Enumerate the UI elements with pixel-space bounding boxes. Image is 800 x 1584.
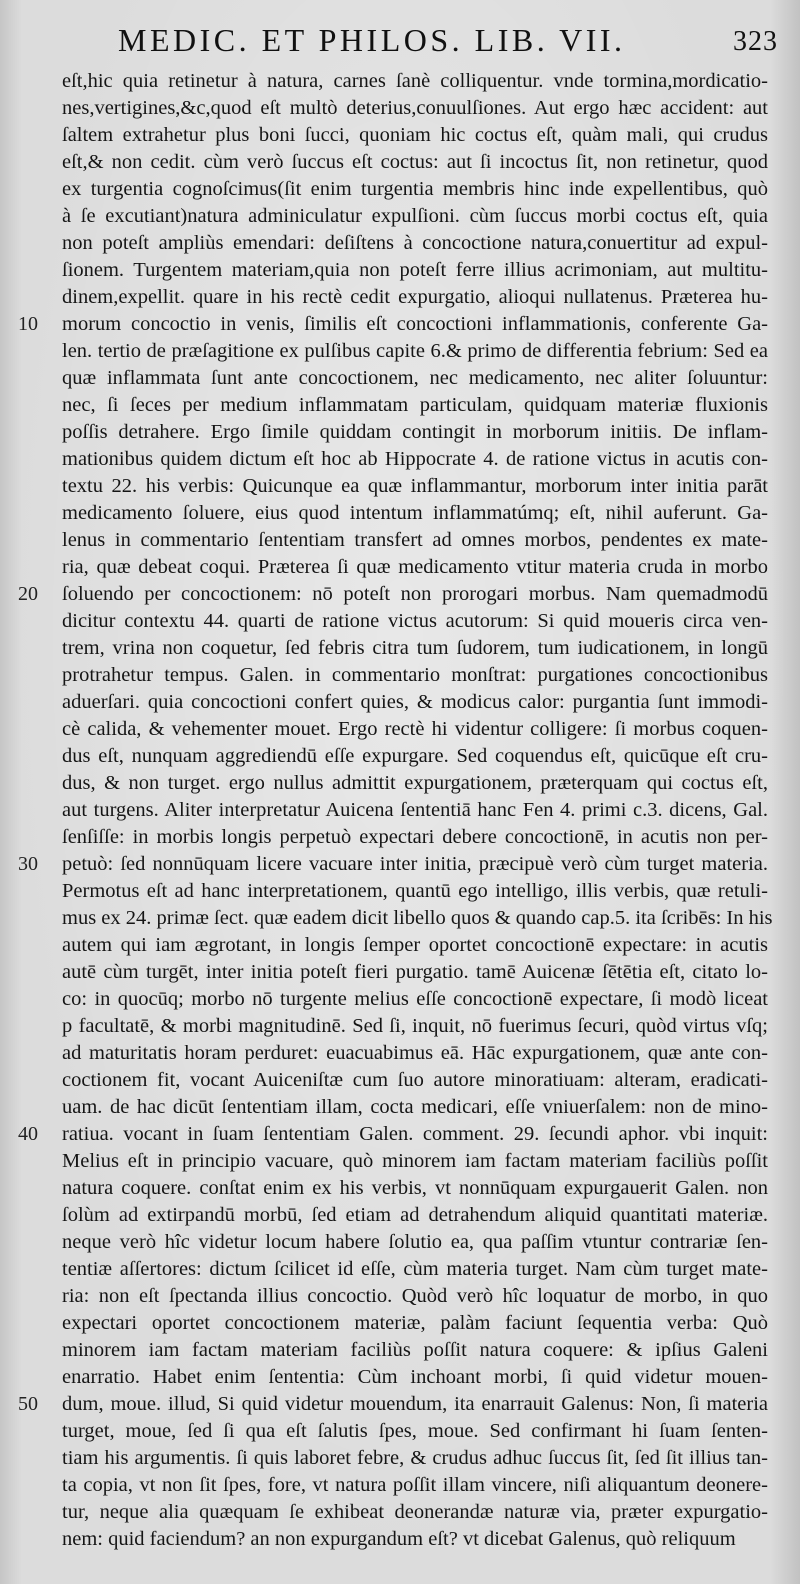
text-line: ta copia, vt non ſit ſpes, fore, vt natura poſſit illam vincere, niſi aliquantum deonere-	[62, 1474, 768, 1496]
text-line: à ſe excutiant)natura adminiculatur expulſioni. cùm ſuccus morbi coctus eſt, quia	[62, 205, 768, 227]
text-line: dicitur contextu 44. quarti de ratione victus acutorum: Si quid moueris circa ven-	[62, 610, 768, 632]
text-line: expectari oportet concoctionem materiæ, palàm faciunt ſequentia verba: Quò	[62, 1312, 768, 1334]
text-line: textu 22. his verbis: Quicunque ea quæ inflammantur, morborum inter initia parāt	[62, 475, 768, 497]
running-title: MEDIC. ET PHILOS. LIB. VII.	[118, 22, 626, 58]
text-line: aduerſari. quia concoctioni confert quies, & modicus calor: purgantia ſunt immodi-	[62, 691, 768, 713]
text-line: minorem iam factam materiam faciliùs poſſit natura coquere: & ipſius Galeni	[62, 1339, 768, 1361]
text-line: natura coquere. conſtat enim ex his verbis, vt nonnūquam expurgauerit Galen. non	[62, 1177, 768, 1199]
margin-line-number: 50	[18, 1393, 38, 1415]
text-line: nes,vertigines,&c,quod eſt multò deterius,conuulſiones. Aut ergo hæc accident: aut	[62, 97, 768, 119]
text-line: ex turgentia cognoſcimus(ſit enim turgentia membris hinc inde expellentibus, quò	[62, 178, 768, 200]
text-line: tentiæ aſſertores: dictum ſcilicet id eſſe, cùm materia turget. Nam cùm turget mate-	[62, 1258, 768, 1280]
text-line: petuò: ſed nonnūquam licere vacuare inter initia, præcipuè verò cùm turget materia.	[62, 853, 768, 875]
text-line: autē cùm turgēt, inter initia poteſt fieri purgatio. tamē Auicenæ ſētētia eſt, citato lo-	[62, 961, 768, 983]
text-line: trem, vrina non coquetur, ſed febris citra tum ſudorem, tum iudicationem, in longū	[62, 637, 768, 659]
text-line: ſionem. Turgentem materiam,quia non poteſt ferre illius acrimoniam, aut multitu-	[62, 259, 768, 281]
text-line: coctionem fit, vocant Auiceniſtæ cum ſuo autore minoratiuam: alteram, eradicati-	[62, 1069, 768, 1091]
text-line: Melius eſt in principio vacuare, quò minorem iam factam materiam faciliùs poſſit	[62, 1150, 768, 1172]
margin-line-number: 30	[18, 853, 38, 875]
text-line: protrahetur tempus. Galen. in commentario monſtrat: purgationes concoctionibus	[62, 664, 768, 686]
text-line: uam. de hac dicūt ſententiam illam, cocta medicari, eſſe vniuerſalem: non de mino-	[62, 1096, 768, 1118]
text-line: lenus in commentario ſententiam transfert ad omnes morbos, pendentes ex mate-	[62, 529, 768, 551]
text-line: tur, neque alia quæquam ſe exhibeat deonerandæ naturæ via, præter expurgatio-	[62, 1501, 768, 1523]
text-line: p facultatē, & morbi magnitudinē. Sed ſi, inquit, nō fuerimus ſecuri, quòd virtus vſq;	[62, 1015, 768, 1037]
text-line: aut turgens. Aliter interpretatur Auicena ſententiā hanc Fen 4. primi c.3. dicens, Gal.	[62, 799, 768, 821]
text-line: quæ inflammata ſunt ante concoctionem, nec medicamento, nec aliter ſoluuntur:	[62, 367, 768, 389]
text-line: eſt,hic quia retinetur à natura, carnes ſanè colliquentur. vnde tormina,mordicatio-	[62, 70, 768, 92]
text-line: mus ex 24. primæ ſect. quæ eadem dicit libello quos & quando cap.5. ita ſcribēs: In his	[62, 907, 773, 929]
text-line: len. tertio de præſagitione ex pulſibus capite 6.& primo de differentia febrium: Sed ea	[62, 340, 768, 362]
text-line: autem qui iam ægrotant, in longis ſemper oportet concoctionē expectare: in acutis	[62, 934, 768, 956]
page-header	[118, 22, 778, 62]
page-number: 323	[733, 26, 778, 57]
text-line: ratiua. vocant in ſuam ſententiam Galen. comment. 29. ſecundi aphor. vbi inquit:	[62, 1123, 768, 1145]
text-line: poſſis detrahere. Ergo ſimile quiddam contingit in morborum initiis. De inflam-	[62, 421, 768, 443]
text-line: tiam his argumentis. ſi quis laboret febre, & crudus adhuc ſuccus ſit, ſed ſit illius tan-	[62, 1447, 768, 1469]
text-line: enarratio. Habet enim ſententia: Cùm inchoant morbi, ſi quid videtur mouen-	[62, 1366, 768, 1388]
text-line: ſaltem extrahetur plus boni ſucci, quoniam hic coctus eſt, quàm mali, qui crudus	[62, 124, 768, 146]
text-line: mationibus quidem dictum eſt hoc ab Hippocrate 4. de ratione victus in acutis con-	[62, 448, 768, 470]
text-line: nec, ſi ſeces per medium inflammatam particulam, quidquam materiæ fluxionis	[62, 394, 768, 416]
text-line: eſt,& non cedit. cùm verò ſuccus eſt coctus: aut ſi incoctus ſit, non retinetur, quod	[62, 151, 768, 173]
margin-line-number: 10	[18, 313, 38, 335]
text-line: ria: non eſt ſpectanda illius concoctio. Quòd verò hîc loquatur de morbo, in quo	[62, 1285, 768, 1307]
text-line: ſoluendo per concoctionem: nō poteſt non prorogari morbus. Nam quemadmodū	[62, 583, 768, 605]
text-line: ſenſiſſe: in morbis longis perpetuò expectari debere concoctionē, in acutis non per-	[62, 826, 768, 848]
margin-line-number: 40	[18, 1123, 38, 1145]
margin-line-number: 20	[18, 583, 38, 605]
text-line: ſolùm ad extirpandū morbū, ſed etiam ad detrahendum aliquid quantitati materiæ.	[62, 1204, 768, 1226]
text-line: dinem,expellit. quare in his rectè cedit expurgatio, alioqui nullatenus. Præterea hu-	[62, 286, 768, 308]
text-line: ad maturitatis horam perduret: euacuabimus eā. Hāc expurgationem, quæ ante con-	[62, 1042, 768, 1064]
text-line: morum concoctio in venis, ſimilis eſt concoctioni inflammationis, conferente Ga-	[62, 313, 768, 335]
text-line: dus eſt, nunquam aggrediendū eſſe expurgare. Sed coquendus eſt, quicūque eſt cru-	[62, 745, 768, 767]
text-line: cè calida, & vehementer mouet. Ergo rectè hi videntur colligere: ſi morbus coquen-	[62, 718, 768, 740]
text-line: non poteſt ampliùs emendari: deſiſtens à concoctione natura,conuertitur ad expul-	[62, 232, 768, 254]
text-line: dus, & non turget. ergo nullus admittit expurgationem, præterquam qui coctus eſt,	[62, 772, 768, 794]
text-line: dum, moue. illud, Si quid videtur mouendum, ita enarrauit Galenus: Non, ſi materia	[62, 1393, 768, 1415]
text-line: Permotus eſt ad hanc interpretationem, quantū ego intelligo, illis verbis, quæ retuli-	[62, 880, 768, 902]
text-line: turget, moue, ſed ſi qua eſt ſalutis ſpes, moue. Sed confirmant hi ſuam ſenten-	[62, 1420, 768, 1442]
text-line: co: in quocūq; morbo nō turgente melius eſſe concoctionē expectare, ſi modò liceat	[62, 988, 768, 1010]
text-line: neque verò hîc videtur locum habere ſolutio ea, qua paſſim vtuntur contrariæ ſen-	[62, 1231, 768, 1253]
text-line: medicamento ſoluere, eius quod intentum inflammatúmq; eſt, nihil auferunt. Ga-	[62, 502, 768, 524]
text-line: nem: quid faciendum? an non expurgandum eſt? vt dicebat Galenus, quò reliquum	[62, 1528, 736, 1550]
text-line: ria, quæ debeat coqui. Præterea ſi quæ medicamento vtitur materia cruda in morbo	[62, 556, 768, 578]
